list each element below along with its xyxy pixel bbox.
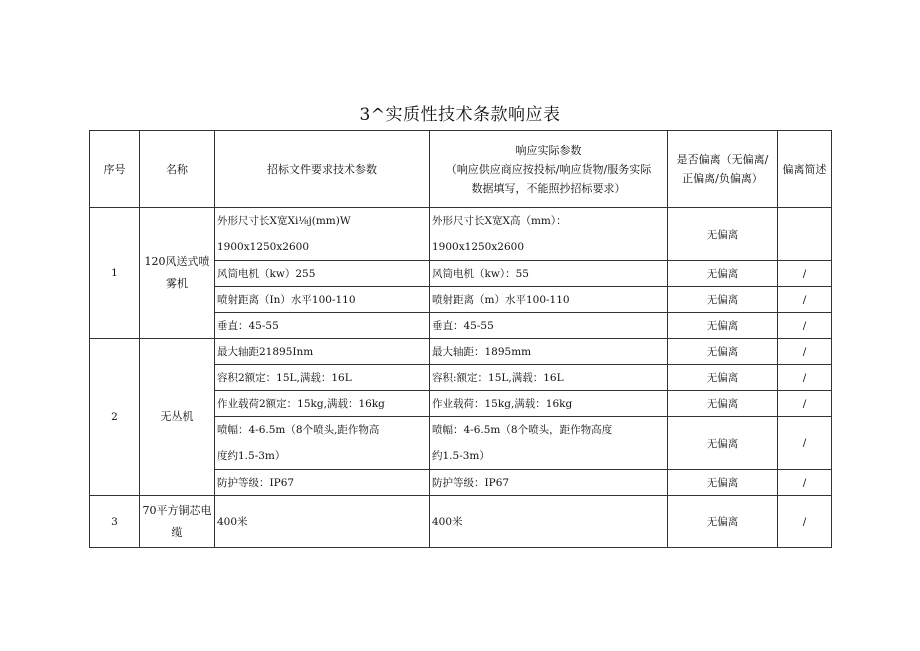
header-note: 偏离简述 xyxy=(778,131,832,208)
response-cell: 垂直：45-55 xyxy=(430,313,668,339)
note-cell: / xyxy=(778,287,832,313)
response-cell: 喷射距离（m）水平100-110 xyxy=(430,287,668,313)
deviation-cell: 无偏离 xyxy=(668,339,778,365)
requirement-cell: 作业载荷2额定：15kg,满载：16kg xyxy=(215,391,430,417)
note-cell: / xyxy=(778,261,832,287)
response-cell: 容积:额定：15L,满载：16L xyxy=(430,365,668,391)
note-cell xyxy=(778,208,832,261)
note-cell: / xyxy=(778,365,832,391)
requirement-cell: 喷射距离（In）水平100-110 xyxy=(215,287,430,313)
page-title: 3^实质性技术条款响应表 xyxy=(359,105,561,125)
deviation-cell: 无偏离 xyxy=(668,496,778,548)
response-cell: 作业载荷：15kg,满载：16kg xyxy=(430,391,668,417)
header-deviation: 是否偏离（无偏离/ 正偏离/负偏离） xyxy=(668,131,778,208)
deviation-cell: 无偏离 xyxy=(668,470,778,496)
note-cell: / xyxy=(778,417,832,470)
item-name-cell: 120风送式喷 雾机 xyxy=(140,208,215,339)
item-name-cell: 70平方铜芯电 缆 xyxy=(140,496,215,548)
seq-cell: 1 xyxy=(90,208,140,339)
header-seq: 序号 xyxy=(90,131,140,208)
deviation-cell: 无偏离 xyxy=(668,261,778,287)
deviation-cell: 无偏离 xyxy=(668,313,778,339)
table-row xyxy=(90,496,832,548)
requirement-cell: 垂直：45-55 xyxy=(215,313,430,339)
response-cell: 最大轴距：1895mm xyxy=(430,339,668,365)
deviation-cell: 无偏离 xyxy=(668,287,778,313)
note-cell: / xyxy=(778,339,832,365)
header-requirement: 招标文件要求技术参数 xyxy=(215,131,430,208)
requirement-cell: 容积2额定：15L,满载：16L xyxy=(215,365,430,391)
deviation-cell: 无偏离 xyxy=(668,417,778,470)
table-row xyxy=(90,339,832,365)
note-cell: / xyxy=(778,496,832,548)
requirement-cell: 风筒电机（kw）255 xyxy=(215,261,430,287)
header-name: 名称 xyxy=(140,131,215,208)
tech-response-table xyxy=(89,130,832,548)
deviation-cell: 无偏离 xyxy=(668,391,778,417)
note-cell: / xyxy=(778,470,832,496)
response-cell: 400米 xyxy=(430,496,668,548)
item-name-cell: 无丛机 xyxy=(140,339,215,496)
header-response: 响应实际参数 （响应供应商应按投标/响应货物/服务实际 数据填写，不能照抄招标要求） xyxy=(430,131,668,208)
requirement-cell: 400米 xyxy=(215,496,430,548)
deviation-cell: 无偏离 xyxy=(668,208,778,261)
response-cell: 防护等级：IP67 xyxy=(430,470,668,496)
deviation-cell: 无偏离 xyxy=(668,365,778,391)
response-cell: 喷幅：4-6.5m（8个喷头，距作物高度 约1.5-3m） xyxy=(430,417,668,470)
response-cell: 风筒电机（kw）：55 xyxy=(430,261,668,287)
seq-cell: 3 xyxy=(90,496,140,548)
requirement-cell: 最大轴距21895Inm xyxy=(215,339,430,365)
requirement-cell: 喷幅：4-6.5m（8个喷头,距作物高 度约1.5-3m） xyxy=(215,417,430,470)
table-row xyxy=(90,208,832,261)
response-cell: 外形尺寸长X宽X高（mm）： 1900x1250x2600 xyxy=(430,208,668,261)
note-cell: / xyxy=(778,313,832,339)
note-cell: / xyxy=(778,391,832,417)
seq-cell: 2 xyxy=(90,339,140,496)
requirement-cell: 外形尺寸长X宽Xi⅛j(mm)W 1900x1250x2600 xyxy=(215,208,430,261)
requirement-cell: 防护等级：IP67 xyxy=(215,470,430,496)
header-row xyxy=(90,131,832,208)
